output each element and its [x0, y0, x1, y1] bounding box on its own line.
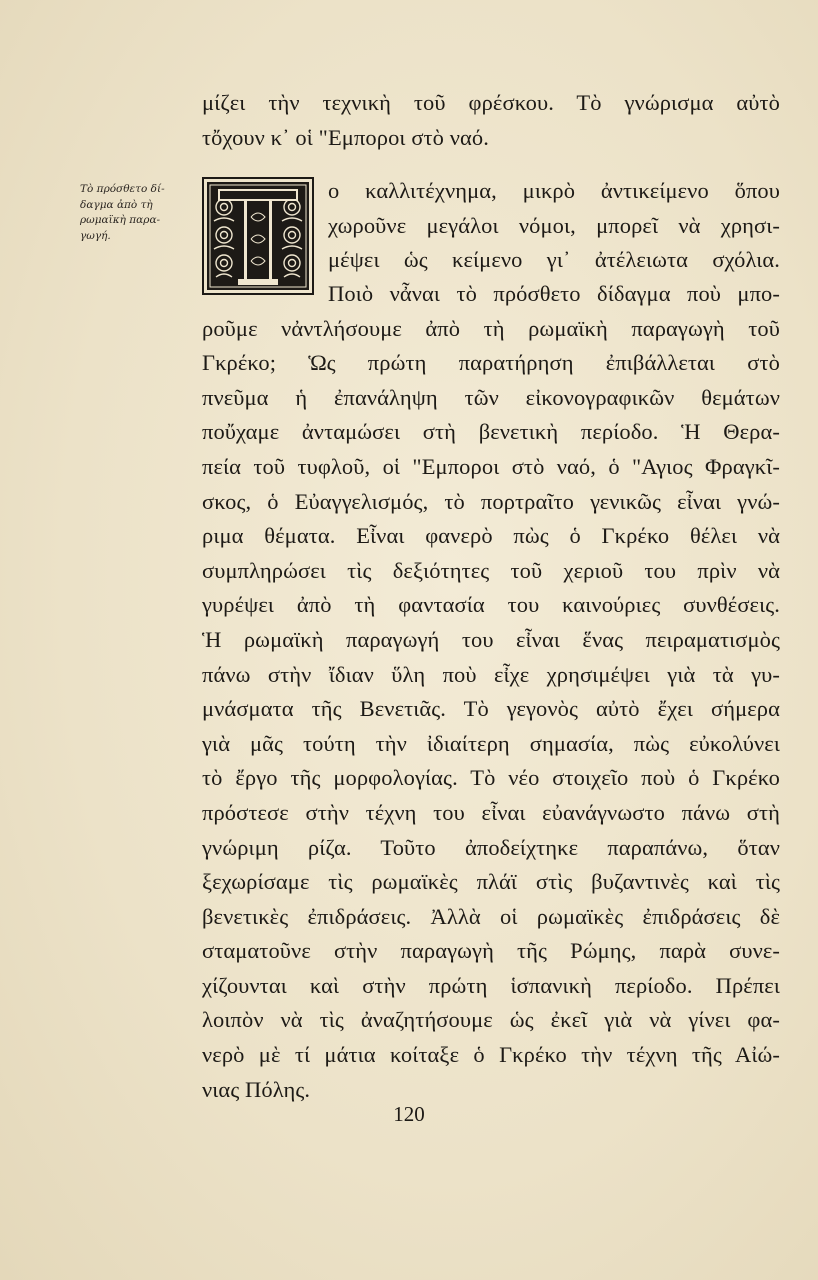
text-line: ροῦμε νἀντλήσουμε ἀπὸ τὴ ρωμαϊκὴ παραγωγὴ τοῦ	[202, 315, 780, 341]
text-line: λοιπὸν νὰ τὶς ἀναζητήσουμε ὡς ἐκεῖ γιὰ νὰ γίνει φα-	[202, 1007, 780, 1033]
text-line: σταματοῦνε στὴν παραγωγὴ τῆς Ρώμης, παρὰ συνε-	[202, 938, 780, 964]
text-line: Γκρέκο; Ὡς πρώτη παρατήρηση ἐπιβάλλεται στὸ	[202, 350, 780, 376]
text-line: πάνω στὴν ἴδιαν ὕλη ποὺ εἶχε χρησιμέψει γιὰ τὰ γυ-	[202, 661, 780, 687]
margin-note	[80, 182, 192, 244]
text-line: πνεῦμα ἡ ἐπανάληψη τῶν εἰκονογραφικῶν θεμάτων	[202, 384, 780, 410]
text-line: μνάσματα τῆς Βενετιᾶς. Τὸ γεγονὸς αὐτὸ ἔχει σήμερα	[202, 696, 780, 722]
text-line: γνώριμη ρίζα. Τοῦτο ἀποδείχτηκε παραπάνω, ὅταν	[202, 834, 780, 860]
text-line: νιας Πόλης.	[202, 1076, 311, 1102]
text-line: ποὔχαμε ἀνταμώσει στὴ βενετικὴ περίοδο. Ἡ Θερα-	[202, 419, 780, 445]
text-line: χωροῦνε μεγάλοι νόμοι, μπορεῖ νὰ χρησι-	[328, 212, 780, 238]
text-line: τὸ ἔργο τῆς μορφολογίας. Τὸ νέο στοιχεῖο ποὺ ὁ Γκρέκο	[202, 765, 780, 791]
text-line: μίζει τὴν τεχνικὴ τοῦ φρέσκου. Τὸ γνώρισμα αὐτὸ	[202, 90, 780, 115]
margin-note-line: δαγμα ἀπὸ τὴ	[80, 198, 153, 211]
text-line: συμπληρώσει τὶς δεξιότητες τοῦ χεριοῦ του πρὶν νὰ	[202, 557, 780, 583]
text-line: χίζουνται καὶ στὴν πρώτη ἱσπανικὴ περίοδο. Πρέπει	[202, 972, 780, 998]
top-paragraph	[202, 86, 780, 155]
text-line: ξεχωρίσαμε τὶς ρωμαϊκὲς πλάϊ στὶς βυζαντινὲς καὶ τὶς	[202, 869, 780, 895]
text-line: γυρέψει ἀπὸ τὴ φαντασία του καινούριες συνθέσεις.	[202, 592, 780, 618]
text-line: νερὸ μὲ τί μάτια κοίταξε ὁ Γκρέκο τὴν τέχνη τῆς Αἰώ-	[202, 1042, 780, 1068]
text-line: πρόστεσε στὴν τέχνη του εἶναι εὐανάγνωστο πάνω στὴ	[202, 799, 780, 825]
text-line: πεία τοῦ τυφλοῦ, οἱ "Εμποροι στὸ ναό, ὁ "Αγιος Φραγκῖ-	[202, 453, 780, 479]
text-line: τὄχουν κ᾿ οἱ "Εμποροι στὸ ναό.	[202, 124, 489, 150]
margin-note-line: Τὸ πρόσθετο δί-	[80, 183, 165, 195]
text-line: ριμα θέματα. Εἶναι φανερὸ πὼς ὁ Γκρέκο θέλει νὰ	[202, 523, 780, 549]
dropcap-letter: T	[257, 259, 259, 260]
dropcap-paragraph-start	[328, 174, 780, 278]
text-line: ο καλλιτέχνημα, μικρὸ ἀντικείμενο ὅπου	[328, 178, 780, 203]
margin-note-line: γωγή.	[80, 229, 111, 242]
text-line: γιὰ μᾶς τούτη τὴν ἰδιαίτερη σημασία, πὼς εὐκολύνει	[202, 730, 780, 756]
main-paragraph	[202, 277, 780, 1107]
text-line: Ποιὸ νἆναι τὸ πρόσθετο δίδαγμα ποὺ μπο-	[328, 281, 780, 306]
text-line: σκος, ὁ Εὐαγγελισμός, τὸ πορτραῖτο γενικῶς εἶναι γνώ-	[202, 488, 780, 514]
text-line: βενετικὲς ἐπιδράσεις. Ἀλλὰ οἱ ρωμαϊκὲς ἐπιδράσεις δὲ	[202, 903, 780, 929]
text-line: Ἡ ρωμαϊκὴ παραγωγή του εἶναι ἕνας πειραματισμὸς	[202, 626, 780, 652]
page-number: 120	[393, 1102, 425, 1126]
text-line: μέψει ὡς κείμενο γι᾿ ἀτέλειωτα σχόλια.	[328, 247, 780, 273]
margin-note-line: ρωμαϊκὴ παρα-	[80, 214, 161, 226]
